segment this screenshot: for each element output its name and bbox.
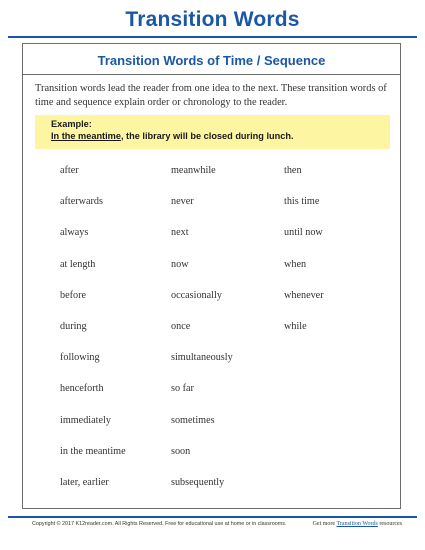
more-resources-link[interactable]: Transition Words (336, 521, 378, 527)
transition-word: in the meantime (60, 445, 126, 457)
more-resources (313, 521, 402, 527)
transition-word: whenever (284, 289, 324, 301)
transition-word: now (171, 258, 189, 270)
transition-word: later, earlier (60, 477, 109, 488)
transition-word: during (60, 321, 87, 332)
example-label: Example: (51, 119, 92, 129)
transition-word: immediately (60, 414, 111, 426)
example-highlight: In the meantime (51, 130, 121, 141)
transition-word: next (171, 227, 189, 239)
intro-paragraph: Transition words lead the reader from one idea to the next. These transition words of time and sequence explain order or chronology to the reader. (35, 83, 387, 108)
more-prefix: Get more (312, 521, 337, 527)
example-rest: , the library will be closed during lunch. (120, 130, 294, 141)
transition-word: afterwards (60, 196, 103, 208)
transition-word: once (171, 321, 191, 332)
transition-word: subsequently (171, 477, 225, 488)
transition-word: simultaneously (171, 352, 233, 364)
title-divider-top (8, 36, 417, 38)
transition-word: always (60, 227, 89, 239)
more-suffix: resources (377, 521, 402, 527)
footer (32, 521, 402, 527)
transition-word: after (60, 165, 79, 176)
copyright-text: Copyright © 2017 K12reader.com. All Rights Reserved. Free for educational use at home or in classrooms. (32, 521, 287, 527)
transition-word: soon (171, 445, 191, 457)
transition-word: occasionally (171, 289, 222, 301)
transition-word: until now (284, 227, 323, 239)
example-sentence (51, 131, 390, 143)
transition-word: when (284, 258, 307, 270)
worksheet-card (22, 43, 401, 509)
page-title: Transition Words (125, 8, 300, 31)
transition-word: before (60, 289, 87, 301)
transition-word: henceforth (60, 383, 104, 395)
worksheet-subtitle: Transition Words of Time / Sequence (97, 53, 326, 68)
transition-word: so far (171, 383, 194, 395)
footer-divider (8, 516, 417, 518)
example-box (35, 115, 390, 149)
transition-word: this time (284, 196, 320, 208)
transition-word: then (284, 165, 302, 176)
transition-word: meanwhile (171, 165, 216, 176)
transition-word: sometimes (171, 414, 215, 426)
transition-word: never (171, 196, 194, 208)
subtitle-divider (23, 74, 400, 75)
transition-word: at length (60, 258, 96, 270)
transition-word: while (284, 321, 307, 332)
transition-word: following (60, 352, 100, 364)
